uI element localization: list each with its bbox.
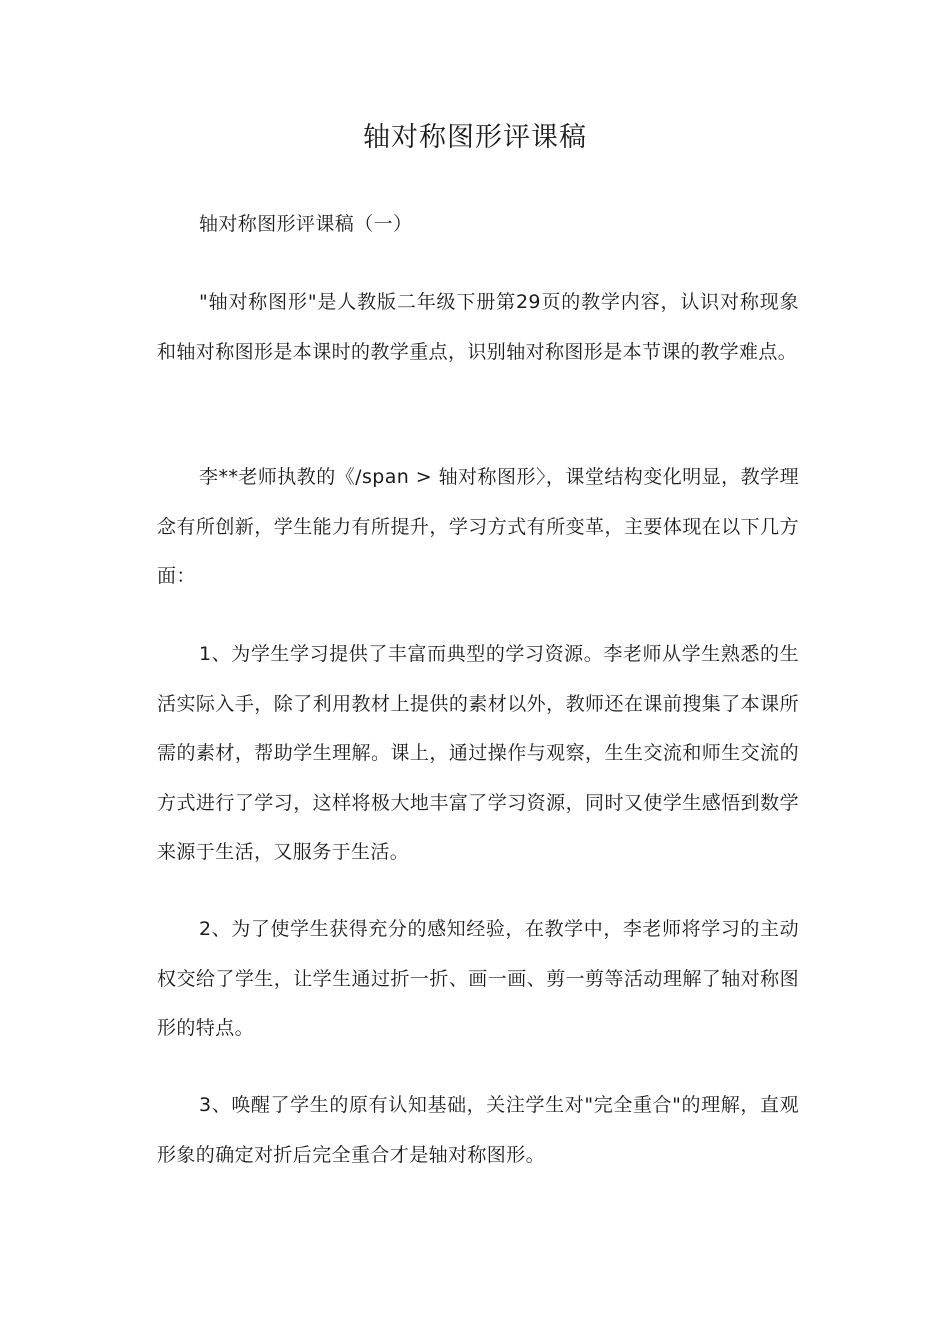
paragraph-point-1: 1、为学生学习提供了丰富而典型的学习资源。李老师从学生熟悉的生活实际入手，除了利用教材上提供的素材以外，教师还在课前搜集了本课所需的素材，帮助学生理解。课上，通过操作与观察，生生交流和师生交流的方式进行了学习，这样将极大地丰富了学习资源，同时又使学生感悟到数学来源于生活，又服务于生活。 <box>157 643 799 863</box>
section-heading: 轴对称图形评课稿（一） <box>199 213 413 235</box>
paragraph-intro: "轴对称图形"是人教版二年级下册第29页的教学内容，认识对称现象和轴对称图形是本课时的教学重点，识别轴对称图形是本节课的教学难点。 <box>157 291 799 363</box>
document-title: 轴对称图形评课稿 <box>363 122 587 153</box>
paragraph-overview: 李**老师执教的《/span > 轴对称图形〉，课堂结构变化明显，教学理念有所创新，学生能力有所提升，学习方式有所变革，主要体现在以下几方面： <box>157 466 799 587</box>
paragraph-point-3: 3、唤醒了学生的原有认知基础，关注学生对"完全重合"的理解，直观形象的确定对折后完全重合才是轴对称图形。 <box>157 1094 799 1166</box>
paragraph-point-2: 2、为了使学生获得充分的感知经验，在教学中，李老师将学习的主动权交给了学生，让学生通过折一折、画一画、剪一剪等活动理解了轴对称图形的特点。 <box>157 918 799 1039</box>
